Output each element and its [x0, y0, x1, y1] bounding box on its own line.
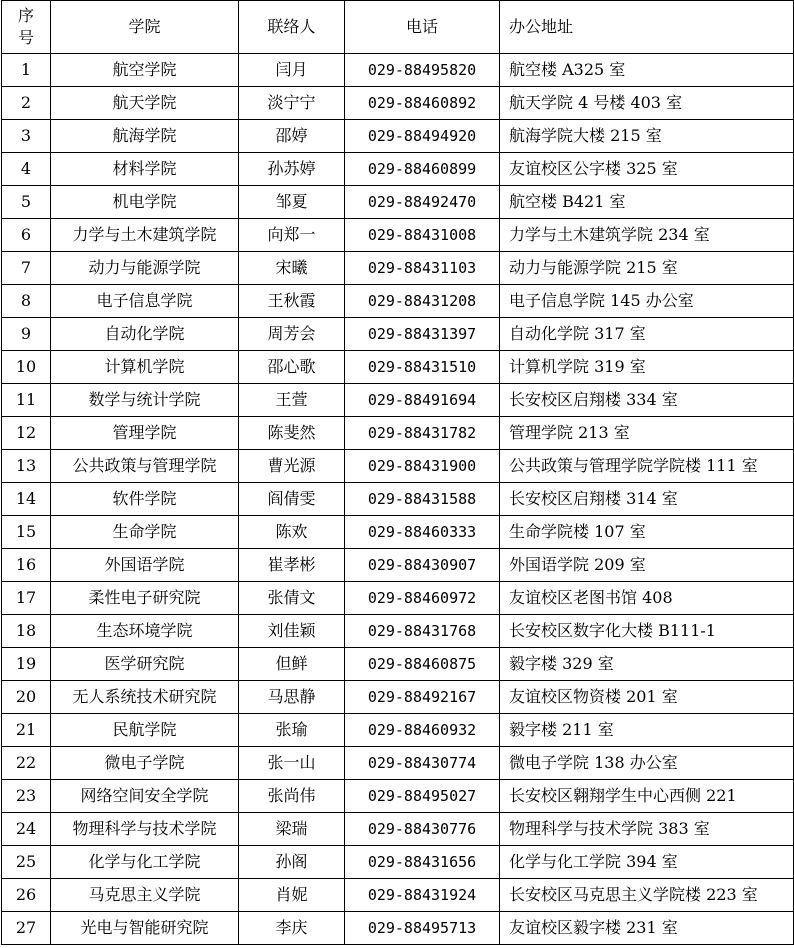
- table-row: [2, 648, 794, 681]
- office-address: 航天学院 4 号楼 403 室: [500, 87, 794, 120]
- contact-person: 邹夏: [239, 186, 345, 219]
- row-index: 23: [2, 780, 51, 813]
- college-name: 航空学院: [51, 54, 239, 87]
- table-row: [2, 681, 794, 714]
- office-address: 电子信息学院 145 办公室: [500, 285, 794, 318]
- office-address: 航空楼 B421 室: [500, 186, 794, 219]
- row-index: 27: [2, 912, 51, 945]
- header-row: [2, 1, 794, 54]
- table-row: [2, 318, 794, 351]
- college-name: 管理学院: [51, 417, 239, 450]
- office-address: 计算机学院 319 室: [500, 351, 794, 384]
- college-name: 公共政策与管理学院: [51, 450, 239, 483]
- table-row: [2, 417, 794, 450]
- table-row: [2, 87, 794, 120]
- office-address: 航海学院大楼 215 室: [500, 120, 794, 153]
- contact-person: 张一山: [239, 747, 345, 780]
- college-name: 自动化学院: [51, 318, 239, 351]
- table-row: [2, 912, 794, 945]
- row-index: 14: [2, 483, 51, 516]
- contact-person: 但鲜: [239, 648, 345, 681]
- table-row: [2, 747, 794, 780]
- header-address: 办公地址: [500, 1, 794, 54]
- office-address: 动力与能源学院 215 室: [500, 252, 794, 285]
- table-row: [2, 483, 794, 516]
- table-row: [2, 219, 794, 252]
- office-address: 微电子学院 138 办公室: [500, 747, 794, 780]
- contact-person: 孙苏婷: [239, 153, 345, 186]
- phone-number: 029-88431900: [345, 450, 500, 483]
- row-index: 17: [2, 582, 51, 615]
- contact-person: 张倩文: [239, 582, 345, 615]
- phone-number: 029-88460875: [345, 648, 500, 681]
- row-index: 18: [2, 615, 51, 648]
- contact-person: 陈斐然: [239, 417, 345, 450]
- office-address: 友谊校区公字楼 325 室: [500, 153, 794, 186]
- office-address: 长安校区启翔楼 314 室: [500, 483, 794, 516]
- row-index: 25: [2, 846, 51, 879]
- row-index: 8: [2, 285, 51, 318]
- row-index: 21: [2, 714, 51, 747]
- contact-person: 孙阁: [239, 846, 345, 879]
- college-name: 数学与统计学院: [51, 384, 239, 417]
- phone-number: 029-88431103: [345, 252, 500, 285]
- college-name: 电子信息学院: [51, 285, 239, 318]
- table-row: [2, 516, 794, 549]
- table-row: [2, 384, 794, 417]
- phone-number: 029-88460972: [345, 582, 500, 615]
- phone-number: 029-88495820: [345, 54, 500, 87]
- phone-number: 029-88495713: [345, 912, 500, 945]
- phone-number: 029-88431656: [345, 846, 500, 879]
- contact-person: 马思静: [239, 681, 345, 714]
- header-college: 学院: [51, 1, 239, 54]
- row-index: 9: [2, 318, 51, 351]
- office-address: 公共政策与管理学院学院楼 111 室: [500, 450, 794, 483]
- table-row: [2, 615, 794, 648]
- header-contact: 联络人: [239, 1, 345, 54]
- table-row: [2, 252, 794, 285]
- office-address: 外国语学院 209 室: [500, 549, 794, 582]
- college-name: 微电子学院: [51, 747, 239, 780]
- phone-number: 029-88430776: [345, 813, 500, 846]
- table-row: [2, 582, 794, 615]
- table-row: [2, 153, 794, 186]
- college-name: 马克思主义学院: [51, 879, 239, 912]
- table-row: [2, 186, 794, 219]
- row-index: 20: [2, 681, 51, 714]
- college-name: 光电与智能研究院: [51, 912, 239, 945]
- college-name: 软件学院: [51, 483, 239, 516]
- office-address: 力学与土木建筑学院 234 室: [500, 219, 794, 252]
- row-index: 3: [2, 120, 51, 153]
- row-index: 4: [2, 153, 51, 186]
- row-index: 6: [2, 219, 51, 252]
- row-index: 11: [2, 384, 51, 417]
- phone-number: 029-88431008: [345, 219, 500, 252]
- office-address: 管理学院 213 室: [500, 417, 794, 450]
- college-name: 材料学院: [51, 153, 239, 186]
- office-address: 毅字楼 329 室: [500, 648, 794, 681]
- office-address: 长安校区启翔楼 334 室: [500, 384, 794, 417]
- office-address: 友谊校区物资楼 201 室: [500, 681, 794, 714]
- phone-number: 029-88495027: [345, 780, 500, 813]
- college-name: 机电学院: [51, 186, 239, 219]
- college-name: 计算机学院: [51, 351, 239, 384]
- contact-person: 梁瑞: [239, 813, 345, 846]
- phone-number: 029-88430774: [345, 747, 500, 780]
- contact-person: 李庆: [239, 912, 345, 945]
- office-address: 长安校区翱翔学生中心西侧 221: [500, 780, 794, 813]
- phone-number: 029-88460892: [345, 87, 500, 120]
- contact-person: 宋曦: [239, 252, 345, 285]
- contact-person: 刘佳颖: [239, 615, 345, 648]
- table-body: [2, 54, 794, 945]
- phone-number: 029-88492470: [345, 186, 500, 219]
- table-row: [2, 351, 794, 384]
- row-index: 13: [2, 450, 51, 483]
- college-name: 力学与土木建筑学院: [51, 219, 239, 252]
- table-row: [2, 846, 794, 879]
- phone-number: 029-88460932: [345, 714, 500, 747]
- office-address: 长安校区马克思主义学院楼 223 室: [500, 879, 794, 912]
- phone-number: 029-88494920: [345, 120, 500, 153]
- college-name: 化学与化工学院: [51, 846, 239, 879]
- office-address: 友谊校区老图书馆 408: [500, 582, 794, 615]
- table-row: [2, 879, 794, 912]
- row-index: 19: [2, 648, 51, 681]
- table-row: [2, 285, 794, 318]
- college-name: 外国语学院: [51, 549, 239, 582]
- office-address: 自动化学院 317 室: [500, 318, 794, 351]
- office-address: 长安校区数字化大楼 B111-1: [500, 615, 794, 648]
- row-index: 12: [2, 417, 51, 450]
- office-address: 生命学院楼 107 室: [500, 516, 794, 549]
- office-address: 友谊校区毅字楼 231 室: [500, 912, 794, 945]
- phone-number: 029-88431768: [345, 615, 500, 648]
- contact-person: 周芳会: [239, 318, 345, 351]
- contact-person: 肖妮: [239, 879, 345, 912]
- college-name: 柔性电子研究院: [51, 582, 239, 615]
- college-name: 动力与能源学院: [51, 252, 239, 285]
- phone-number: 029-88431208: [345, 285, 500, 318]
- office-address: 化学与化工学院 394 室: [500, 846, 794, 879]
- header-index-text: 序号: [17, 6, 34, 47]
- office-address: 毅字楼 211 室: [500, 714, 794, 747]
- phone-number: 029-88430907: [345, 549, 500, 582]
- phone-number: 029-88431588: [345, 483, 500, 516]
- college-name: 物理科学与技术学院: [51, 813, 239, 846]
- table-row: [2, 714, 794, 747]
- contact-person: 邵心歌: [239, 351, 345, 384]
- row-index: 26: [2, 879, 51, 912]
- contact-person: 崔孝彬: [239, 549, 345, 582]
- phone-number: 029-88460333: [345, 516, 500, 549]
- contact-table: [1, 0, 794, 945]
- contact-person: 淡宁宁: [239, 87, 345, 120]
- phone-number: 029-88431510: [345, 351, 500, 384]
- row-index: 24: [2, 813, 51, 846]
- phone-number: 029-88431782: [345, 417, 500, 450]
- row-index: 2: [2, 87, 51, 120]
- phone-number: 029-88460899: [345, 153, 500, 186]
- row-index: 5: [2, 186, 51, 219]
- contact-person: 王萱: [239, 384, 345, 417]
- row-index: 16: [2, 549, 51, 582]
- table-header: [2, 1, 794, 54]
- phone-number: 029-88492167: [345, 681, 500, 714]
- college-name: 民航学院: [51, 714, 239, 747]
- row-index: 15: [2, 516, 51, 549]
- header-phone: 电话: [345, 1, 500, 54]
- table-row: [2, 120, 794, 153]
- table-row: [2, 549, 794, 582]
- contact-person: 陈欢: [239, 516, 345, 549]
- phone-number: 029-88431924: [345, 879, 500, 912]
- contact-person: 阎倩雯: [239, 483, 345, 516]
- college-name: 网络空间安全学院: [51, 780, 239, 813]
- contact-person: 闫月: [239, 54, 345, 87]
- college-name: 无人系统技术研究院: [51, 681, 239, 714]
- college-name: 航天学院: [51, 87, 239, 120]
- contact-person: 张尚伟: [239, 780, 345, 813]
- row-index: 22: [2, 747, 51, 780]
- row-index: 1: [2, 54, 51, 87]
- contact-person: 张瑜: [239, 714, 345, 747]
- table-row: [2, 813, 794, 846]
- table-row: [2, 450, 794, 483]
- office-address: 航空楼 A325 室: [500, 54, 794, 87]
- contact-person: 向郑一: [239, 219, 345, 252]
- contact-person: 王秋霞: [239, 285, 345, 318]
- table-row: [2, 780, 794, 813]
- office-address: 物理科学与技术学院 383 室: [500, 813, 794, 846]
- contact-person: 邵婷: [239, 120, 345, 153]
- college-name: 医学研究院: [51, 648, 239, 681]
- phone-number: 029-88431397: [345, 318, 500, 351]
- college-name: 生命学院: [51, 516, 239, 549]
- header-index: [2, 1, 51, 54]
- row-index: 7: [2, 252, 51, 285]
- college-name: 航海学院: [51, 120, 239, 153]
- contact-person: 曹光源: [239, 450, 345, 483]
- college-name: 生态环境学院: [51, 615, 239, 648]
- row-index: 10: [2, 351, 51, 384]
- phone-number: 029-88491694: [345, 384, 500, 417]
- table-row: [2, 54, 794, 87]
